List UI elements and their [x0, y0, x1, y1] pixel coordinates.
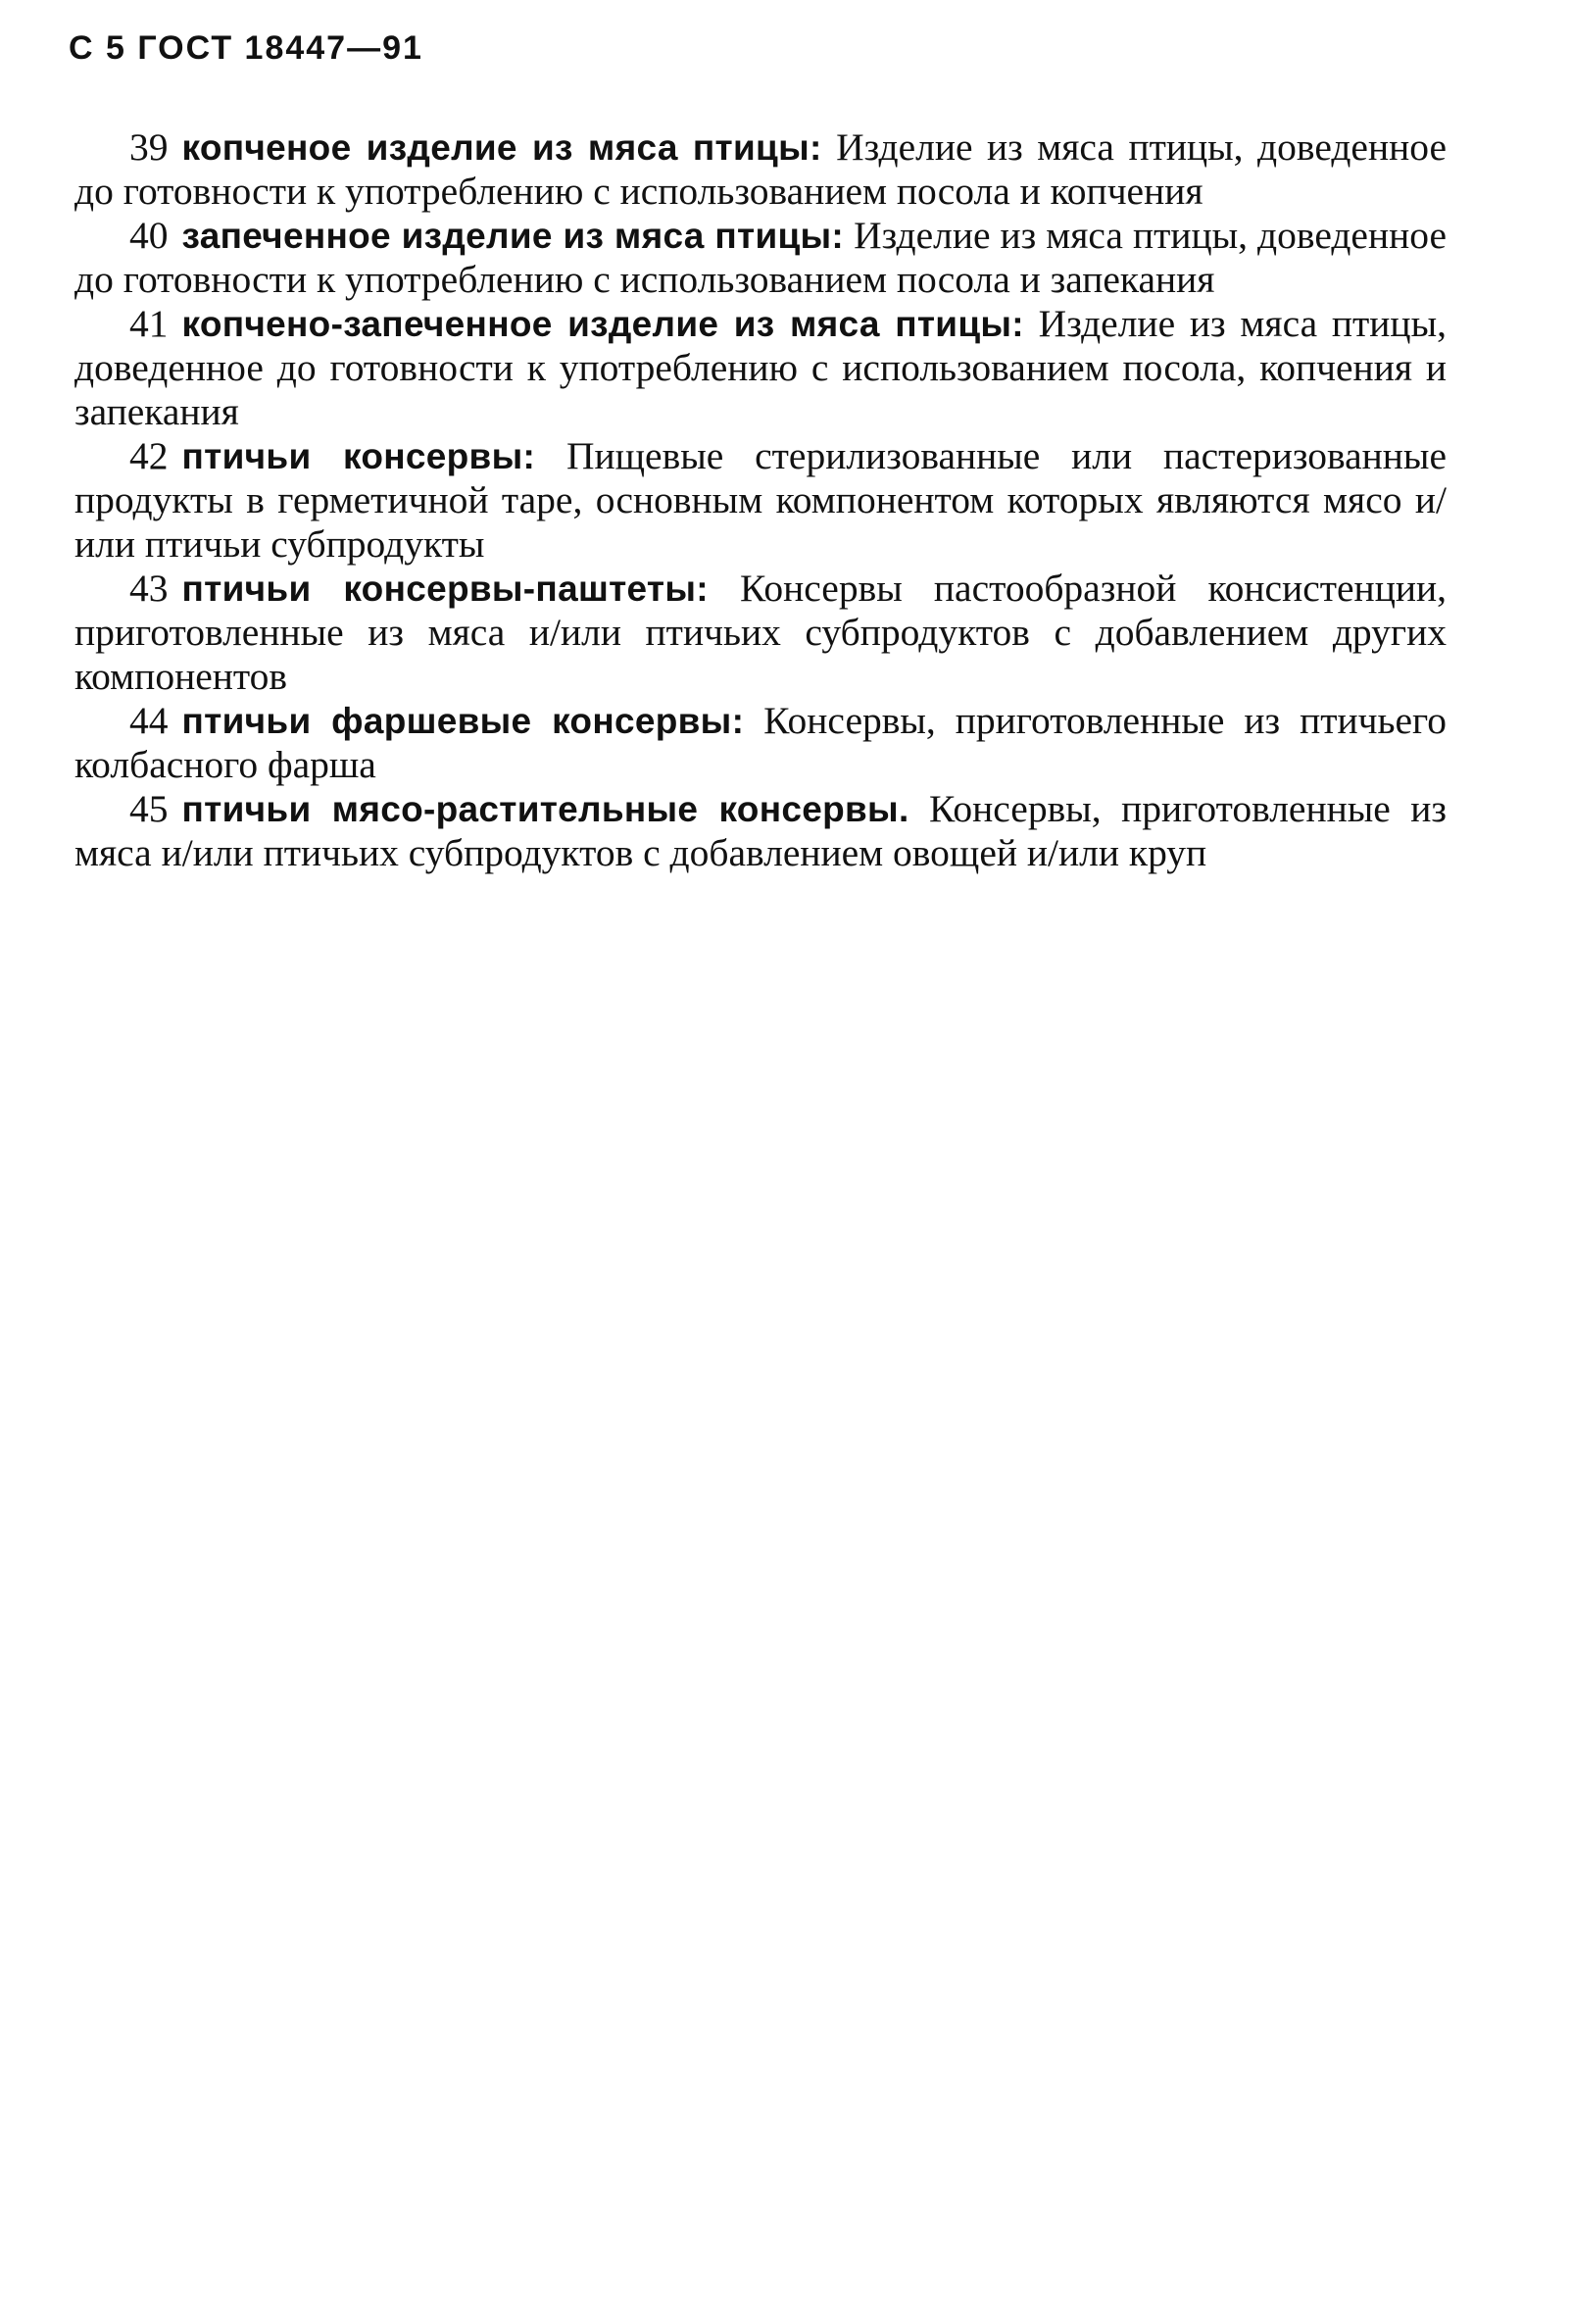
term-definition: Консервы, приготовленные из мяса и/или птичьих субпродуктов с добавлением овощей и/или круп	[74, 787, 1447, 874]
term-name: запеченное изделие из мяса птицы:	[181, 216, 845, 256]
terms-list	[74, 125, 1447, 875]
term-number: 41	[129, 302, 169, 345]
term-name: птичьи консервы-паштеты:	[181, 569, 709, 609]
term-definition: Пищевые стерилизованные или пастеризованные продукты в герметичной таре, основным компонентом которых являются мясо и/или птичьи субпродукты	[74, 434, 1447, 566]
term-number: 43	[129, 567, 169, 610]
term-definition: Изделие из мяса птицы, доведенное до готовности к употреблению с использованием посола, копчения и запекания	[74, 302, 1447, 433]
term-number: 45	[129, 787, 169, 830]
term-name: птичьи мясо-растительные консервы.	[181, 789, 909, 829]
term-entry	[74, 125, 1447, 214]
term-definition: Консервы, приготовленные из птичьего колбасного фарша	[74, 699, 1447, 786]
term-definition: Консервы пастообразной консистенции, приготовленные из мяса и/или птичьих субпродуктов с добавлением других компонентов	[74, 567, 1447, 698]
term-entry	[74, 567, 1447, 699]
page-header: С 5 ГОСТ 18447—91	[69, 29, 423, 67]
term-entry	[74, 787, 1447, 875]
term-name: птичьи фаршевые консервы:	[181, 701, 745, 741]
term-name: копченое изделие из мяса птицы:	[181, 127, 822, 168]
term-number: 42	[129, 434, 169, 477]
term-entry	[74, 302, 1447, 434]
term-number: 39	[129, 125, 169, 169]
term-entry	[74, 434, 1447, 567]
term-name: птичьи консервы:	[181, 436, 536, 476]
term-entry	[74, 699, 1447, 787]
term-definition: Изделие из мяса птицы, доведенное до готовности к употреблению с использованием посола и запекания	[74, 214, 1448, 301]
term-definition: Изделие из мяса птицы, доведенное до готовности к употреблению с использованием посола и копчения	[74, 125, 1447, 213]
term-entry	[74, 214, 1447, 302]
term-number: 40	[129, 214, 169, 257]
term-name: копчено-запеченное изделие из мяса птицы:	[181, 304, 1024, 344]
term-number: 44	[129, 699, 169, 742]
